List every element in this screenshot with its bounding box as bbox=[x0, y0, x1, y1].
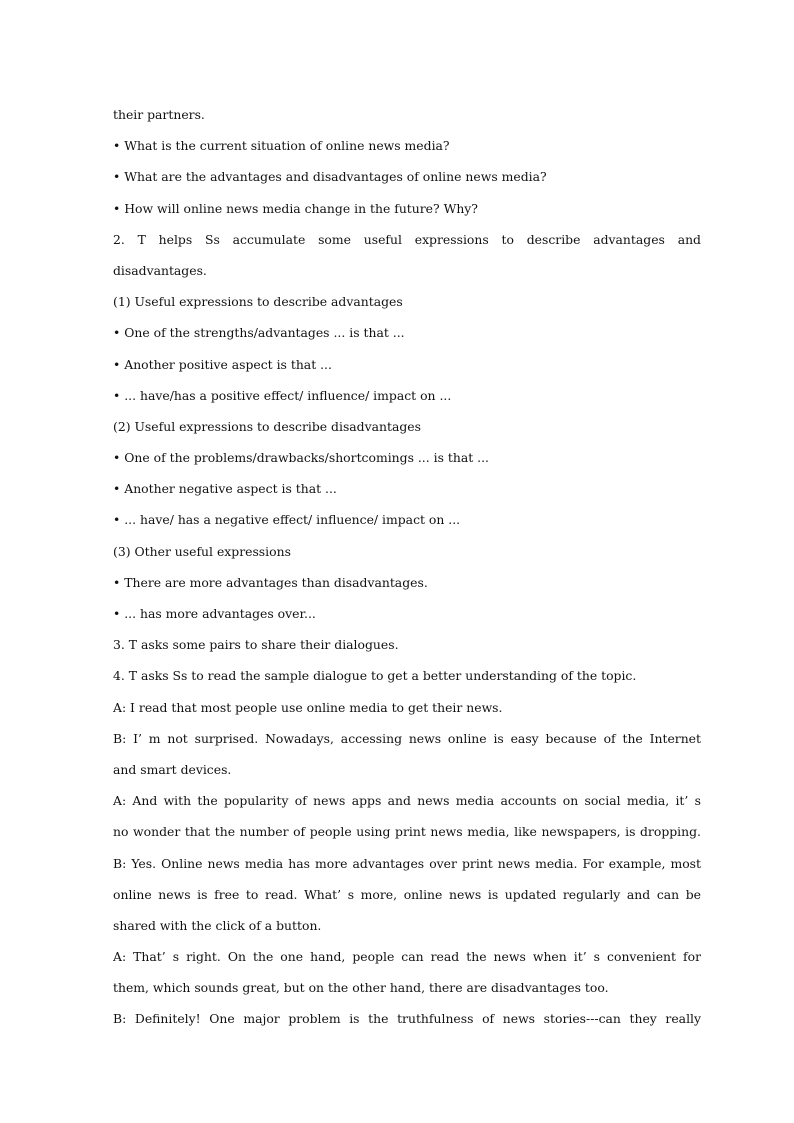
bullet-question: • What is the current situation of online news media? bbox=[113, 138, 450, 154]
dialogue-line: them, which sounds great, but on the other hand, there are disadvantages too. bbox=[113, 980, 609, 996]
document-page bbox=[113, 99, 701, 1035]
dialogue-line: B: Yes. Online news media has more advantages over print news media. For example, most bbox=[113, 855, 701, 871]
dialogue-line: B: Definitely! One major problem is the truthfulness of news stories---can they really bbox=[113, 1011, 701, 1027]
text-line: disadvantages. bbox=[113, 262, 207, 278]
bullet-expression: • One of the strengths/advantages ... is that ... bbox=[113, 325, 405, 341]
dialogue-line: and smart devices. bbox=[113, 761, 232, 777]
bullet-question: • How will online news media change in the future? Why? bbox=[113, 200, 478, 216]
numbered-step: 2. T helps Ss accumulate some useful expressions to describe advantages and bbox=[113, 231, 701, 247]
numbered-step: 4. T asks Ss to read the sample dialogue to get a better understanding of the topic. bbox=[113, 668, 637, 684]
subheading: (1) Useful expressions to describe advantages bbox=[113, 294, 403, 310]
bullet-expression: • ... has more advantages over... bbox=[113, 606, 316, 621]
numbered-step: 3. T asks some pairs to share their dialogues. bbox=[113, 637, 399, 653]
bullet-expression: • Another negative aspect is that ... bbox=[113, 481, 337, 497]
bullet-expression: • ... have/has a positive effect/ influence/ impact on ... bbox=[113, 387, 452, 403]
text-line: their partners. bbox=[113, 107, 205, 122]
dialogue-line: online news is free to read. What’ s more, online news is updated regularly and can be bbox=[113, 886, 701, 902]
dialogue-line: shared with the click of a button. bbox=[113, 917, 322, 933]
bullet-expression: • There are more advantages than disadvantages. bbox=[113, 574, 428, 590]
subheading: (2) Useful expressions to describe disadvantages bbox=[113, 418, 421, 434]
subheading: (3) Other useful expressions bbox=[113, 543, 291, 559]
bullet-expression: • One of the problems/drawbacks/shortcomings ... is that ... bbox=[113, 450, 489, 466]
dialogue-line: A: That’ s right. On the one hand, people can read the news when it’ s convenient for bbox=[113, 949, 701, 965]
dialogue-line: B: I’ m not surprised. Nowadays, accessing news online is easy because of the Internet bbox=[113, 730, 701, 746]
dialogue-line: no wonder that the number of people using print news media, like newspapers, is dropping. bbox=[113, 824, 701, 840]
bullet-question: • What are the advantages and disadvantages of online news media? bbox=[113, 169, 547, 185]
dialogue-line: A: I read that most people use online media to get their news. bbox=[113, 699, 503, 715]
bullet-expression: • ... have/ has a negative effect/ influence/ impact on ... bbox=[113, 512, 461, 528]
dialogue-line: A: And with the popularity of news apps and news media accounts on social media, it’ s bbox=[113, 793, 701, 809]
bullet-expression: • Another positive aspect is that ... bbox=[113, 356, 332, 372]
